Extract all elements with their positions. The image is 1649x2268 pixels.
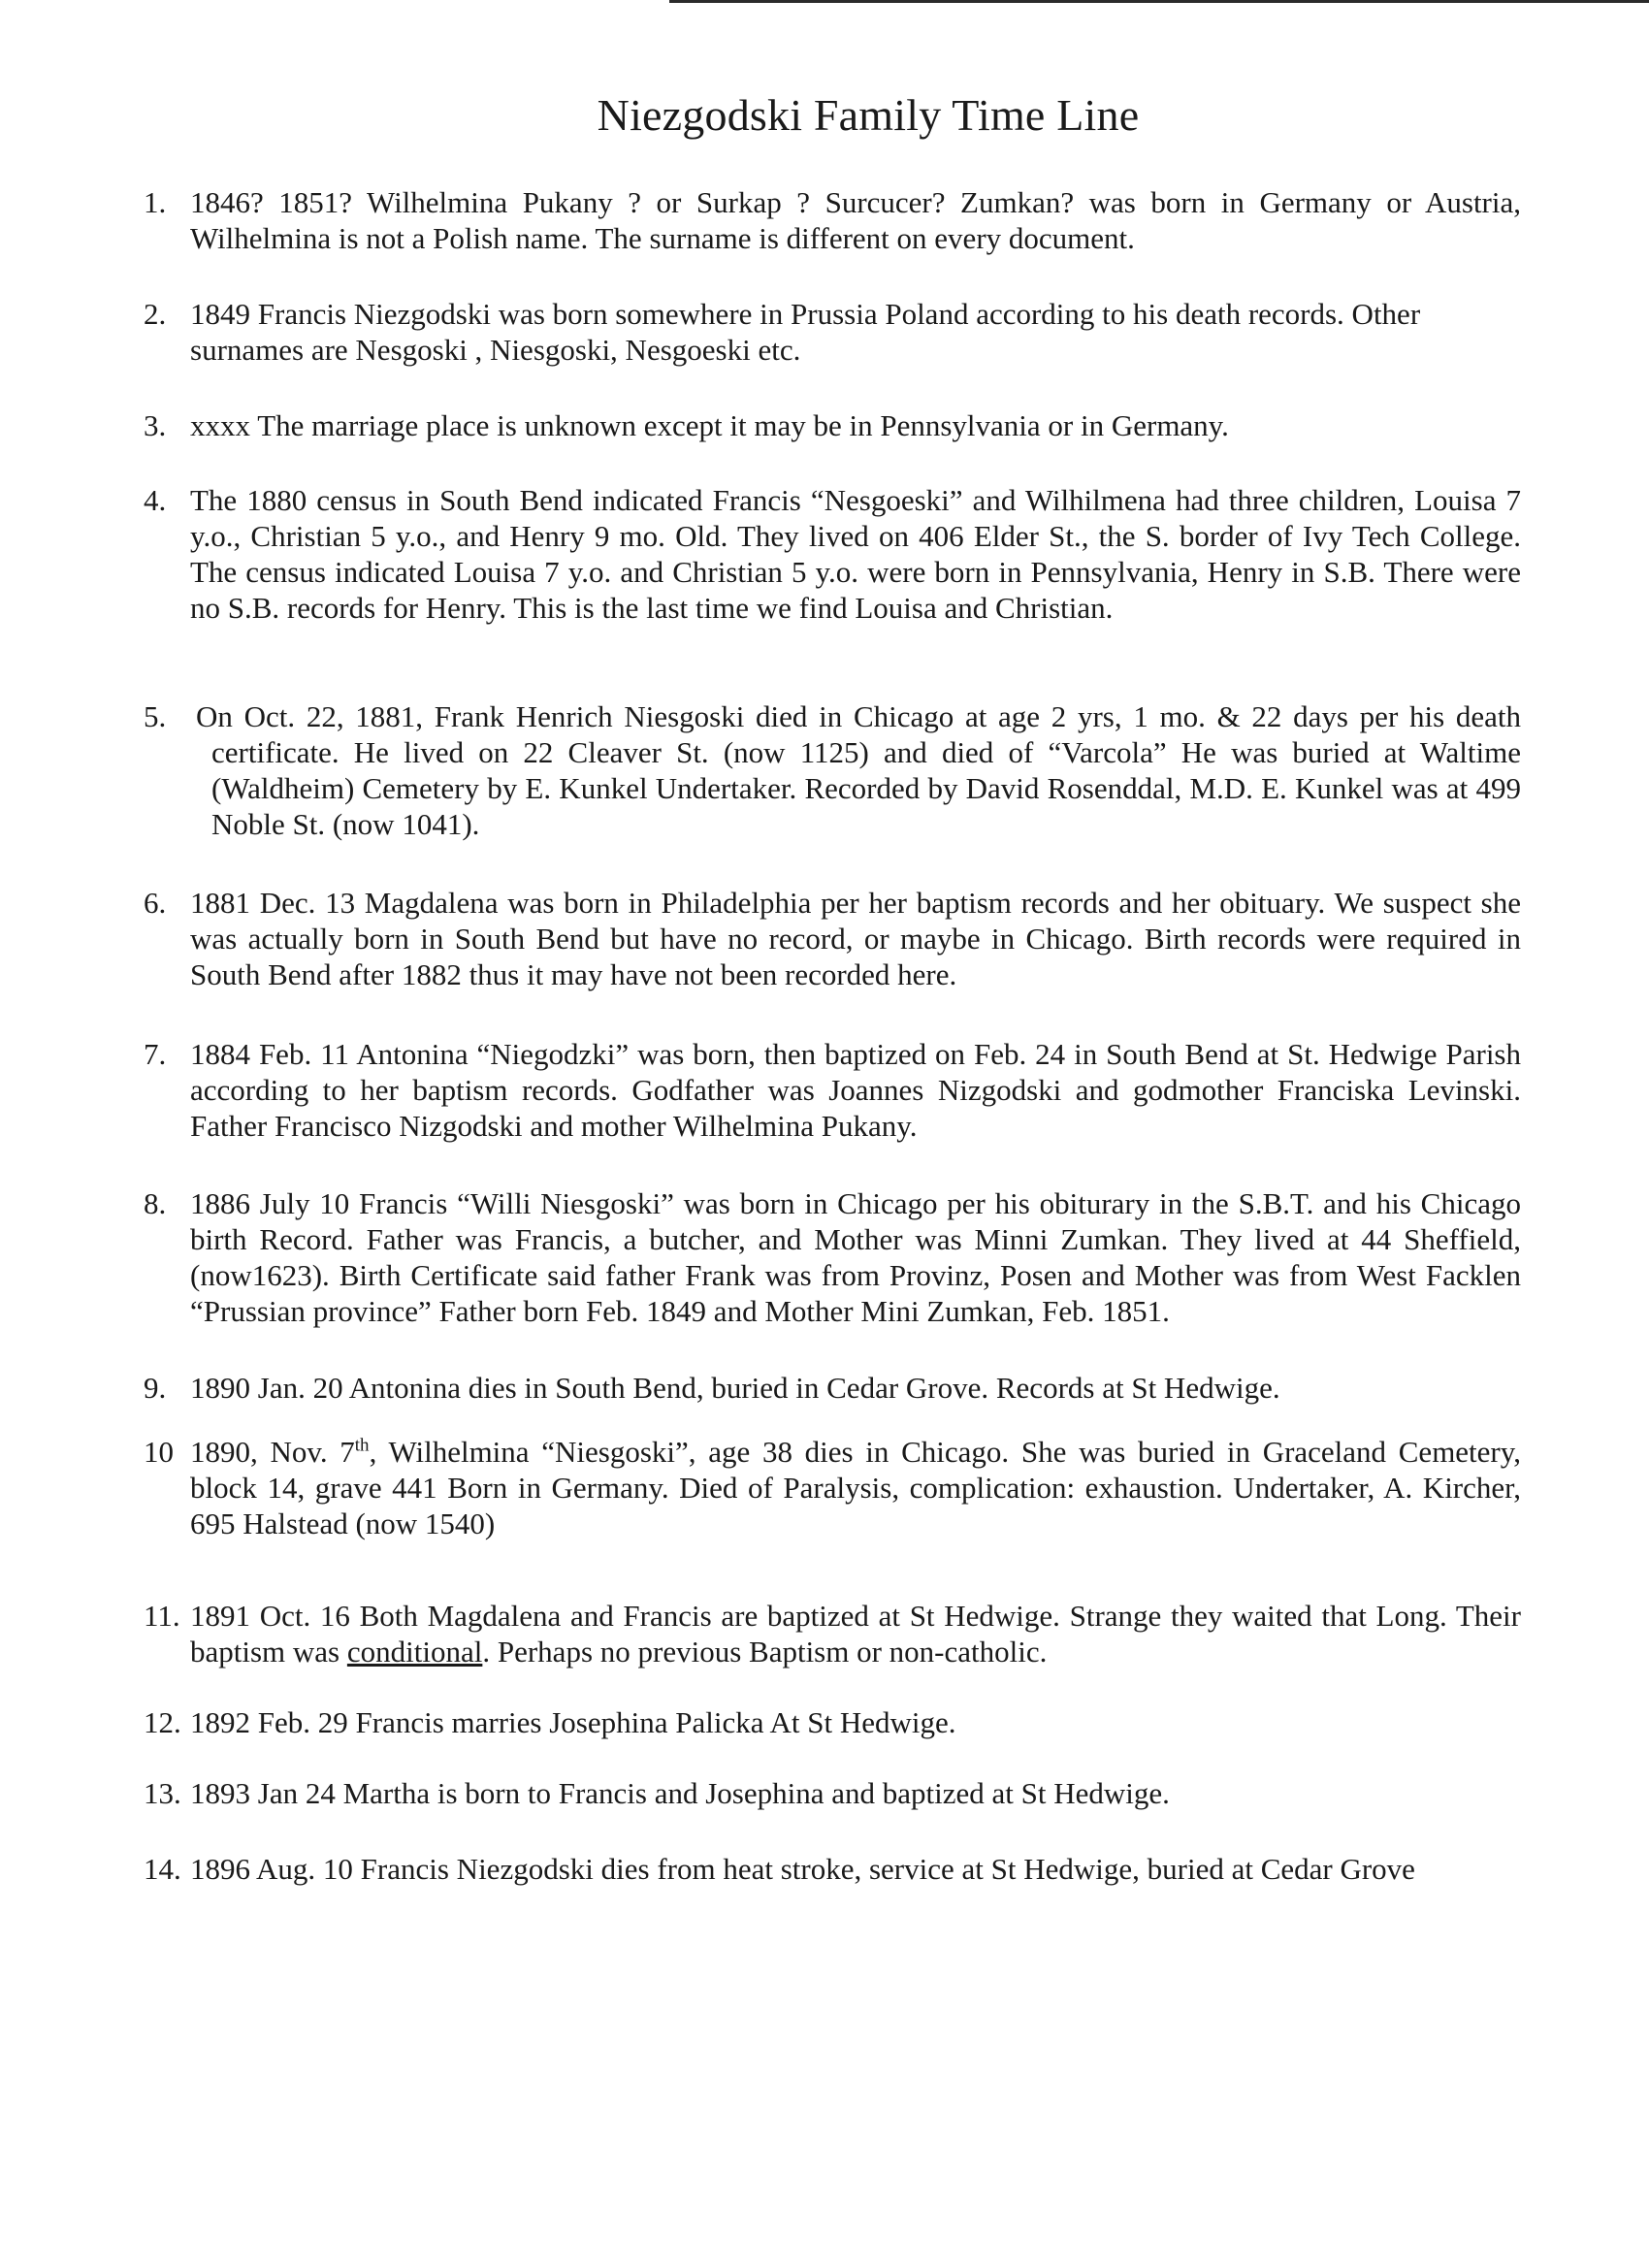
entry-text: xxxx The marriage place is unknown except it may be in Pennsylvania or in Germany. [190,408,1229,442]
timeline-entry-14 [144,1851,1521,1887]
ordinal-superscript: th [354,1435,370,1456]
timeline-entry-7 [144,1036,1521,1144]
entry-text: 1849 Francis Niezgodski was born somewhere in Prussia Poland according to his death records. Other surnames are Nesgoski , Niesgoski, Nesgoeski etc. [190,297,1421,367]
entry-text: 1892 Feb. 29 Francis marries Josephina Palicka At St Hedwige. [190,1705,956,1739]
entry-text: 1890 Jan. 20 Antonina dies in South Bend, buried in Cedar Grove. Records at St Hedwige. [190,1371,1280,1405]
timeline-entry-12 [144,1704,1521,1740]
page-title: Niezgodski Family Time Line [597,90,1140,140]
entry-text [190,1598,1521,1669]
entry-text-part: . Perhaps no previous Baptism or non-catholic. [482,1635,1048,1669]
entry-number: 8. [144,1186,167,1220]
entry-text: 1896 Aug. 10 Francis Niezgodski dies from heat stroke, service at St Hedwige, buried at Cedar Grove [190,1852,1415,1886]
entry-number: 12. [144,1705,181,1739]
timeline-entry-9 [144,1370,1521,1406]
timeline-entry-11 [144,1598,1521,1669]
timeline-entry-13 [144,1775,1521,1811]
entry-text: 1884 Feb. 11 Antonina “Niegodzki” was born, then baptized on Feb. 24 in South Bend at St. Hedwige Parish according to her baptism records. Godfather was Joannes Nizgodski and godmother Franciska Levinski. Father Francisco Nizgodski and mother Wilhelmina Pukany. [190,1037,1521,1143]
entry-text-part: 1890, Nov. 7 [190,1435,355,1469]
entry-number: 13. [144,1776,181,1810]
entry-number: 11. [144,1599,180,1633]
entry-text-part: , Wilhelmina “Niesgoski”, age 38 dies in Chicago. She was buried in Graceland Cemetery, block 14, grave 441 Born in Germany. Died of Paralysis, complication: exhaustion. Undertaker, A. Kircher, 695 Halstead (now 1540) [190,1435,1521,1540]
timeline-entry-2 [144,296,1521,368]
entry-text [190,1434,1521,1541]
entry-number: 2. [144,297,167,331]
entry-text: 1846? 1851? Wilhelmina Pukany ? or Surkap ? Surcucer? Zumkan? was born in Germany or Austria, Wilhelmina is not a Polish name. The surname is different on every document. [190,185,1521,255]
entry-text: 1881 Dec. 13 Magdalena was born in Philadelphia per her baptism records and her obituary. We suspect she was actually born in South Bend but have no record, or maybe in Chicago. Birth records were required in South Bend after 1882 thus it may have not been recorded here. [190,886,1521,991]
timeline-entry-10 [144,1434,1521,1541]
timeline-entry-8 [144,1185,1521,1329]
entry-number: 10 [144,1435,174,1469]
entry-text: On Oct. 22, 1881, Frank Henrich Niesgoski died in Chicago at age 2 yrs, 1 mo. & 22 days per his death certificate. He lived on 22 Cleaver St. (now 1125) and died of “Varcola” He was buried at Waltime (Waldheim) Cemetery by E. Kunkel Undertaker. Recorded by David Rosenddal, M.D. E. Kunkel was at 499 Noble St. (now 1041). [196,699,1521,841]
top-border-line [669,0,1649,3]
entry-number: 14. [144,1852,181,1886]
entry-text: 1893 Jan 24 Martha is born to Francis and Josephina and baptized at St Hedwige. [190,1776,1170,1810]
timeline-entry-6 [144,885,1521,992]
entry-text: 1886 July 10 Francis “Willi Niesgoski” was born in Chicago per his obiturary in the S.B.T. and his Chicago birth Record. Father was Francis, a butcher, and Mother was Minni Zumkan. They lived at 44 Sheffield, (now1623). Birth Certificate said father Frank was from Provinz, Posen and Mother was from West Facklen “Prussian province” Father born Feb. 1849 and Mother Mini Zumkan, Feb. 1851. [190,1186,1521,1328]
entry-number: 9. [144,1371,167,1405]
entry-number: 1. [144,185,167,219]
entry-text-part: 1891 Oct. 16 Both Magdalena and Francis are baptized at St Hedwige. Strange they waited that Long. Their baptism was [190,1599,1521,1669]
underlined-word: conditional [346,1635,483,1669]
entry-number: 4. [144,483,167,517]
timeline-entry-3 [144,407,1521,443]
entry-text: The 1880 census in South Bend indicated Francis “Nesgoeski” and Wilhilmena had three children, Louisa 7 y.o., Christian 5 y.o., and Henry 9 mo. Old. They lived on 406 Elder St., the S. border of Ivy Tech College. The census indicated Louisa 7 y.o. and Christian 5 y.o. were born in Pennsylvania, Henry in S.B. There were no S.B. records for Henry. This is the last time we find Louisa and Christian. [190,483,1521,625]
entry-number: 7. [144,1037,167,1071]
timeline-entry-1 [144,184,1521,256]
entry-number: 6. [144,886,167,920]
timeline-entry-4 [144,482,1521,626]
entry-number: 5. [144,699,167,733]
timeline-entry-5 [144,698,1521,842]
entry-number: 3. [144,408,167,442]
